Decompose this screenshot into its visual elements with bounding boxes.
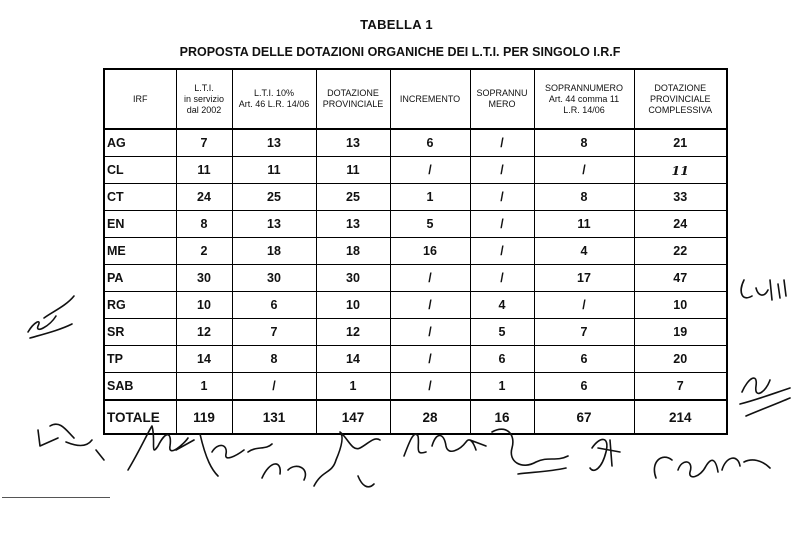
column-header-line: L.R. 14/06 <box>563 104 605 115</box>
table-cell: 20 <box>634 346 727 373</box>
table-cell: / <box>470 265 534 292</box>
table-cell: 18 <box>316 238 390 265</box>
table-cell: 12 <box>176 319 232 346</box>
table-cell: 1 <box>316 373 390 401</box>
table-cell: 8 <box>176 211 232 238</box>
table-cell: / <box>470 157 534 184</box>
table-cell: 30 <box>316 265 390 292</box>
table-cell: 22 <box>634 238 727 265</box>
footer-rule <box>2 497 110 498</box>
column-header-line: PROVINCIALE <box>322 99 384 109</box>
table-cell: / <box>390 319 470 346</box>
table-cell: 11 <box>232 157 316 184</box>
table-cell: 10 <box>176 292 232 319</box>
table-cell: 11 <box>534 211 634 238</box>
table-cell: 10 <box>316 292 390 319</box>
total-cell: 119 <box>176 400 232 434</box>
table-cell: 1 <box>176 373 232 401</box>
signature-right-top <box>741 280 786 300</box>
table-cell: 6 <box>534 346 634 373</box>
table-cell: 11 <box>634 157 727 184</box>
table-cell: 1 <box>390 184 470 211</box>
column-header-line: DOTAZIONE <box>327 88 379 98</box>
table-cell: 24 <box>634 211 727 238</box>
total-cell: 16 <box>470 400 534 434</box>
table-cell: 10 <box>634 292 727 319</box>
table-cell: / <box>390 292 470 319</box>
signature-bottom-5 <box>404 434 486 456</box>
column-header-line: in servizio <box>183 93 224 104</box>
table-cell: 33 <box>634 184 727 211</box>
table-cell: / <box>390 346 470 373</box>
table-cell: 24 <box>176 184 232 211</box>
table-cell: 5 <box>390 211 470 238</box>
table-cell: 7 <box>176 129 232 157</box>
column-header-line: INCREMENTO <box>399 93 461 104</box>
table-cell: 8 <box>534 184 634 211</box>
table-cell: 13 <box>232 211 316 238</box>
table-cell: 21 <box>634 129 727 157</box>
table-cell: 7 <box>634 373 727 401</box>
signature-bottom-3 <box>212 444 272 458</box>
irf-code-cell: PA <box>104 265 176 292</box>
table-cell: 25 <box>316 184 390 211</box>
table-cell: 2 <box>176 238 232 265</box>
signature-bottom-4 <box>262 432 380 487</box>
column-header-line: MERO <box>488 99 516 109</box>
total-cell: 28 <box>390 400 470 434</box>
document-subtitle: PROPOSTA DELLE DOTAZIONI ORGANICHE DEI L.T.I. PER SINGOLO I.R.F <box>179 45 621 59</box>
table-cell: 6 <box>470 346 534 373</box>
signature-bottom-1 <box>38 424 104 460</box>
column-header-line: L.T.I. <box>194 82 214 93</box>
table-cell: / <box>470 238 534 265</box>
table-cell: 16 <box>390 238 470 265</box>
irf-code-cell: SAB <box>104 373 176 401</box>
column-header-line: Art. 46 L.R. 14/06 <box>238 99 310 109</box>
signature-bottom-8 <box>654 457 770 478</box>
table-cell: 8 <box>534 129 634 157</box>
table-cell: 30 <box>176 265 232 292</box>
table-cell: 17 <box>534 265 634 292</box>
table-cell: 13 <box>316 129 390 157</box>
table-cell: / <box>390 157 470 184</box>
table-cell: / <box>390 265 470 292</box>
column-header-line: COMPLESSIVA <box>648 104 713 115</box>
total-cell: 131 <box>232 400 316 434</box>
table-cell: 5 <box>470 319 534 346</box>
total-cell: 67 <box>534 400 634 434</box>
table-cell: / <box>534 157 634 184</box>
signature-bottom-2 <box>128 426 218 476</box>
table-cell: 13 <box>232 129 316 157</box>
table-cell: / <box>232 373 316 401</box>
table-cell: 19 <box>634 319 727 346</box>
total-cell: 214 <box>634 400 727 434</box>
signature-right-bottom <box>740 378 790 416</box>
table-cell: 14 <box>316 346 390 373</box>
table-cell: 7 <box>232 319 316 346</box>
table-cell: 1 <box>470 373 534 401</box>
irf-code-cell: CL <box>104 157 176 184</box>
column-header-line: DOTAZIONE <box>654 82 707 93</box>
column-header-line: SOPRANNU <box>476 88 528 98</box>
signature-bottom-7 <box>590 439 620 470</box>
table-cell: 4 <box>470 292 534 319</box>
table-cell: 13 <box>316 211 390 238</box>
irf-code-cell: ME <box>104 238 176 265</box>
document-title: TABELLA 1 <box>360 17 433 32</box>
irf-code-cell: CT <box>104 184 176 211</box>
table-cell: 6 <box>534 373 634 401</box>
table-cell: 4 <box>534 238 634 265</box>
irf-code-cell: EN <box>104 211 176 238</box>
signature-bottom-6 <box>492 429 568 474</box>
table-cell: / <box>390 373 470 401</box>
column-header-line: Art. 44 comma 11 <box>548 93 620 104</box>
table-cell: 6 <box>390 129 470 157</box>
column-header-line: SOPRANNUMERO <box>544 82 623 93</box>
column-header-line: PROVINCIALE <box>649 93 711 104</box>
table-cell: 11 <box>176 157 232 184</box>
table-cell: 8 <box>232 346 316 373</box>
signature-left-margin <box>28 296 74 338</box>
table-cell: 18 <box>232 238 316 265</box>
irf-code-cell: TP <box>104 346 176 373</box>
table-cell: 12 <box>316 319 390 346</box>
table-cell: 47 <box>634 265 727 292</box>
table-cell: / <box>470 184 534 211</box>
table-cell: 7 <box>534 319 634 346</box>
table-cell: 6 <box>232 292 316 319</box>
table-cell: 14 <box>176 346 232 373</box>
irf-code-cell: RG <box>104 292 176 319</box>
table-cell: / <box>534 292 634 319</box>
total-cell: 147 <box>316 400 390 434</box>
table-cell: 11 <box>316 157 390 184</box>
table-cell: 25 <box>232 184 316 211</box>
column-header-line: L.T.I. 10% <box>253 88 295 98</box>
table-cell: / <box>470 129 534 157</box>
table-cell: / <box>470 211 534 238</box>
irf-code-cell: SR <box>104 319 176 346</box>
total-label: TOTALE <box>104 400 176 434</box>
column-header-line: dal 2002 <box>186 104 222 115</box>
table-cell: 30 <box>232 265 316 292</box>
column-header-line: IRF <box>133 93 148 104</box>
irf-code-cell: AG <box>104 129 176 157</box>
